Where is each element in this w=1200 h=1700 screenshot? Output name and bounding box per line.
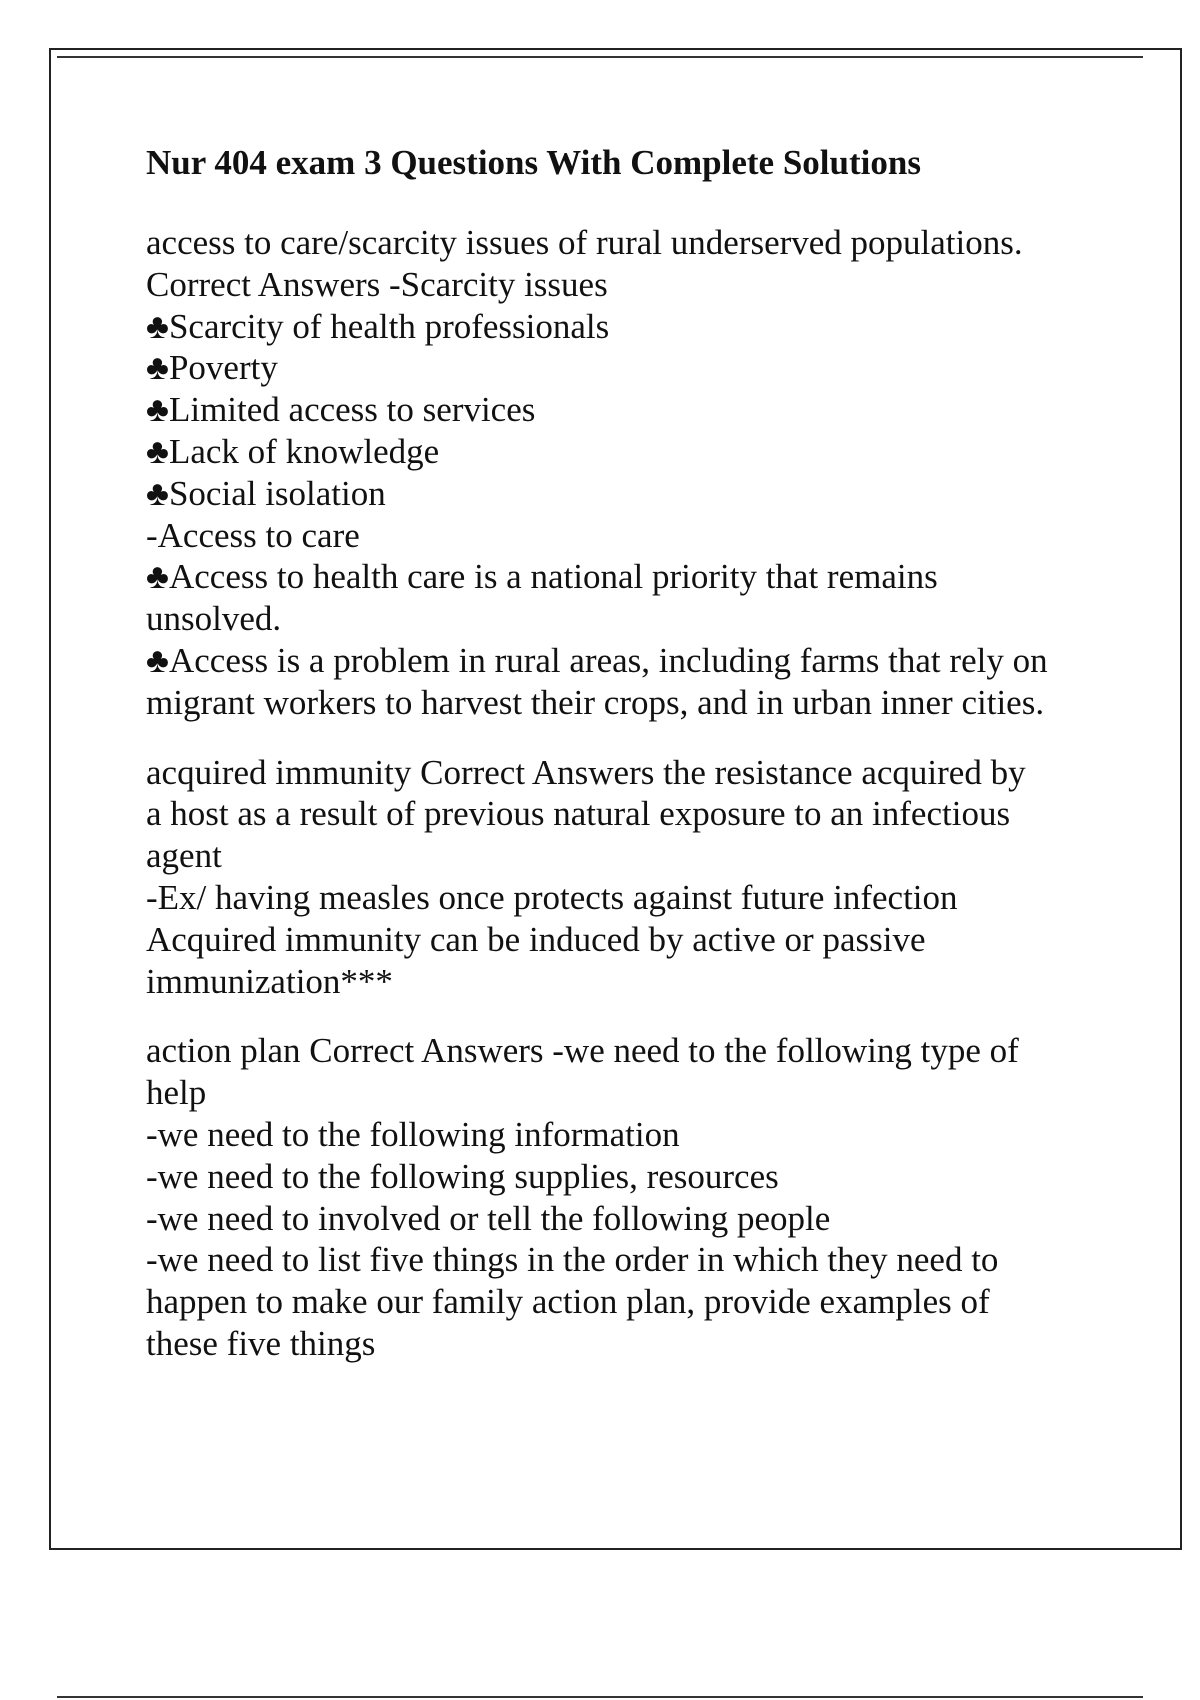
- text-line: agent: [146, 836, 222, 876]
- text-line: ♣Access is a problem in rural areas, including farms that rely on: [146, 640, 1048, 680]
- text-line: ♣Poverty: [146, 348, 278, 388]
- text-line: Correct Answers -Scarcity issues: [146, 264, 608, 304]
- text-line: immunization***: [146, 961, 393, 1001]
- text-line: ♣Lack of knowledge: [146, 431, 440, 471]
- text-line: -we need to involved or tell the following people: [146, 1198, 831, 1238]
- text-line: acquired immunity Correct Answers the resistance acquired by: [146, 752, 1026, 792]
- qa-entry-acquired-immunity: [146, 752, 1106, 1003]
- text-line: these five things: [146, 1323, 376, 1363]
- text-line: -we need to the following information: [146, 1114, 680, 1154]
- text-line: ♣Scarcity of health professionals: [146, 306, 610, 346]
- document-body: [146, 142, 1106, 1393]
- top-rule: [57, 56, 1143, 58]
- bottom-rule: [57, 1696, 1143, 1698]
- text-line: -we need to the following supplies, resources: [146, 1156, 779, 1196]
- text-line: ♣Access to health care is a national priority that remains: [146, 557, 938, 597]
- text-line: help: [146, 1073, 207, 1113]
- document-title: Nur 404 exam 3 Questions With Complete Solutions: [146, 143, 921, 182]
- text-line: action plan Correct Answers -we need to the following type of: [146, 1031, 1019, 1071]
- text-line: migrant workers to harvest their crops, and in urban inner cities.: [146, 682, 1045, 722]
- text-line: -we need to list five things in the order in which they need to: [146, 1240, 999, 1280]
- text-line: access to care/scarcity issues of rural underserved populations.: [146, 223, 1023, 262]
- text-line: -Access to care: [146, 515, 360, 555]
- qa-entry-action-plan: [146, 1030, 1106, 1364]
- text-line: happen to make our family action plan, provide examples of: [146, 1282, 990, 1322]
- text-line: Acquired immunity can be induced by active or passive: [146, 919, 926, 959]
- qa-entry-access-to-care: [146, 222, 1106, 724]
- text-line: unsolved.: [146, 599, 282, 639]
- text-line: ♣Social isolation: [146, 473, 386, 513]
- text-line: a host as a result of previous natural exposure to an infectious: [146, 794, 1011, 834]
- text-line: ♣Limited access to services: [146, 390, 536, 430]
- text-line: -Ex/ having measles once protects against future infection: [146, 877, 958, 917]
